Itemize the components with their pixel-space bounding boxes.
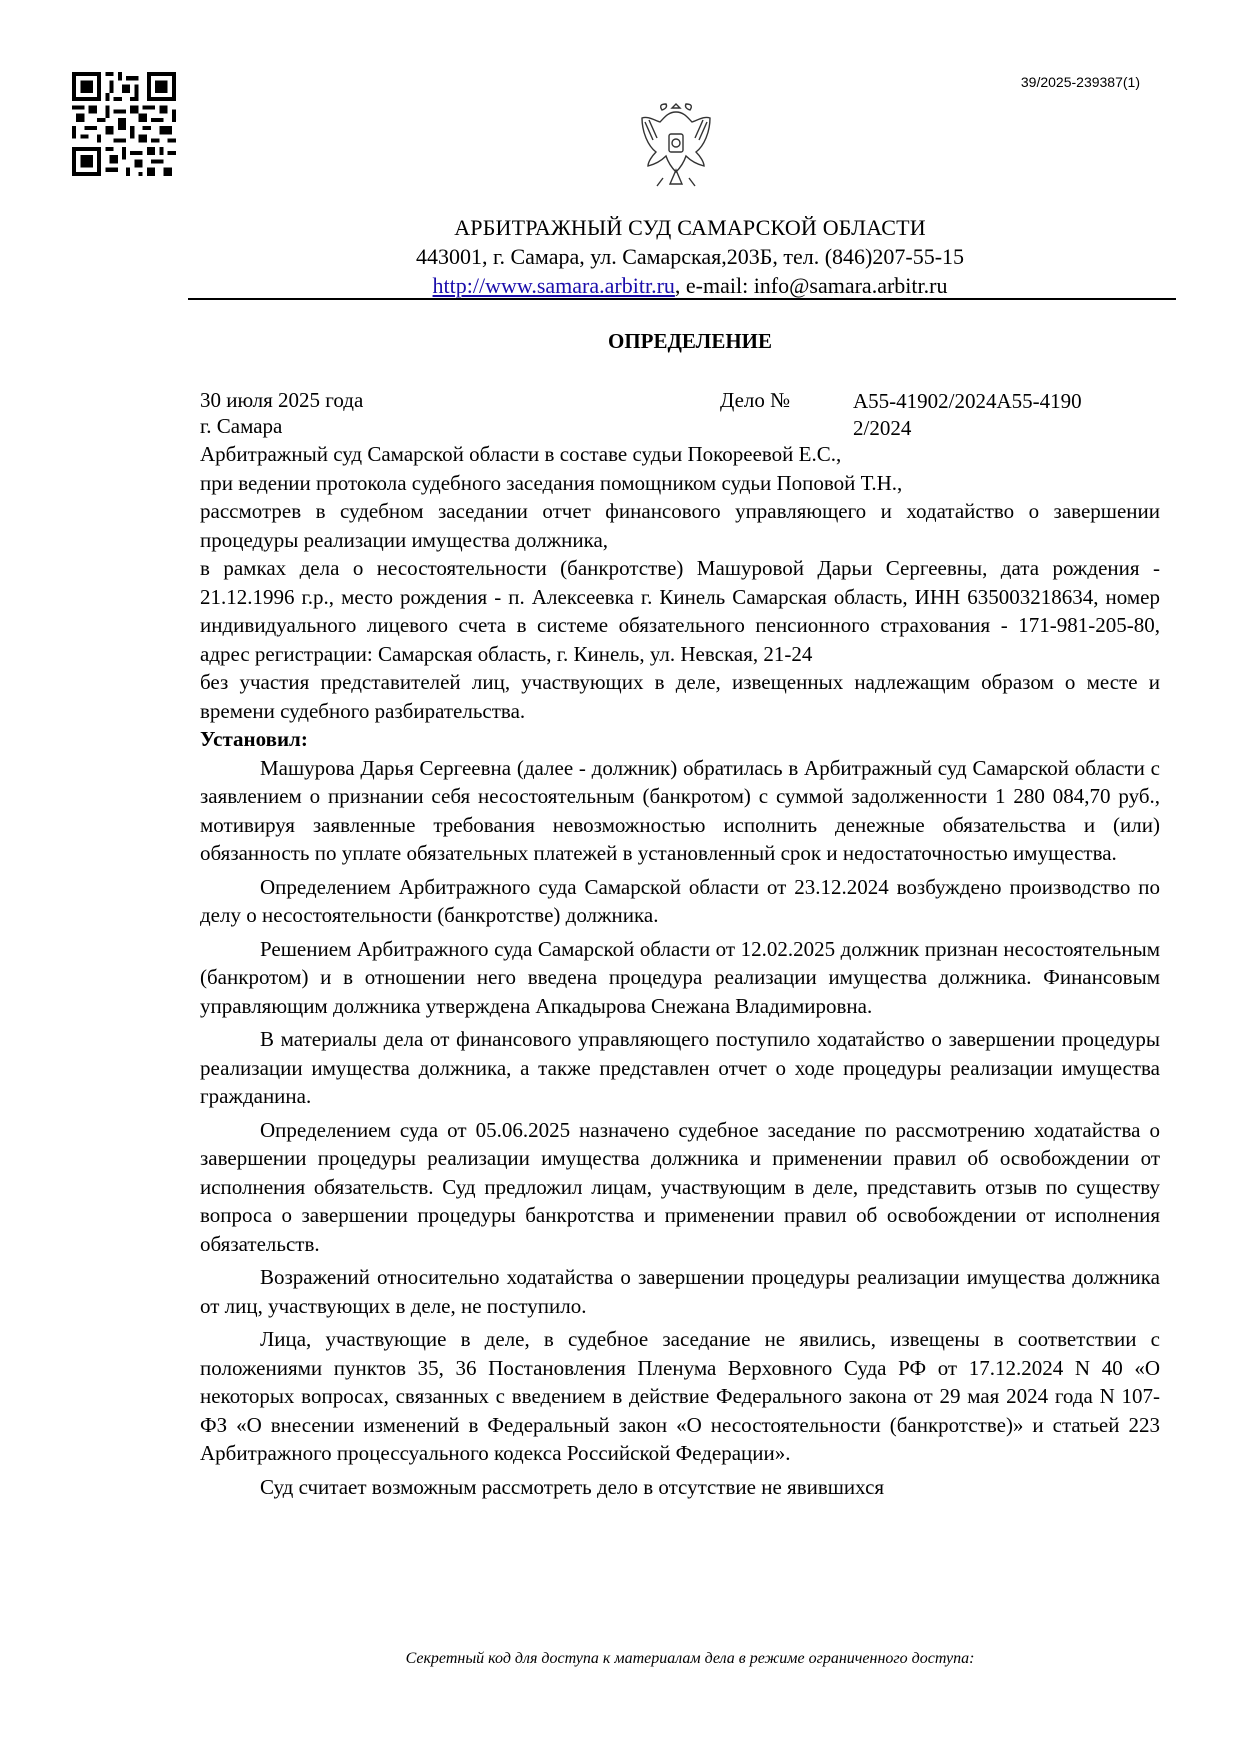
- body-paragraph: Суд считает возможным рассмотреть дело в отсутствие не явившихся: [260, 1474, 885, 1499]
- header-divider: [188, 298, 1176, 300]
- coat-of-arms-emblem: [635, 98, 717, 192]
- court-name: АРБИТРАЖНЫЙ СУД САМАРСКОЙ ОБЛАСТИ: [454, 215, 926, 240]
- court-email: , e-mail: info@samara.arbitr.ru: [674, 273, 948, 298]
- court-website-link[interactable]: http://www.samara.arbitr.ru: [432, 273, 675, 298]
- body-paragraph: Определением Арбитражного суда Самарской области от 23.12.2024 возбуждено производство по делу о несостоятельности (банкротстве) должника.: [200, 874, 1160, 927]
- body-paragraph: Возражений относительно ходатайства о завершении процедуры реализации имущества должника от лиц, участвующих в деле, не поступило.: [200, 1265, 1160, 1318]
- court-contacts: [200, 273, 1180, 299]
- established-heading: Установил:: [200, 727, 308, 751]
- ruling-city: г. Самара: [200, 414, 283, 438]
- ruling-date: 30 июля 2025 года: [200, 388, 364, 412]
- intro-paragraph: без участия представителей лиц, участвующих в деле, извещенных надлежащим образом о месте и времени судебного разбирательства.: [200, 670, 1160, 723]
- intro-paragraph: в рамках дела о несостоятельности (банкротстве) Машуровой Дарьи Сергеевны, дата рождения - 21.12.1996 г.р., место рождения - п. Алексеевка г. Кинель Самарская область, ИНН 635003218634, номер индивидуального лицевого счета в системе обязательного пенсионного страхования - 171-981-205-80, адрес регистрации: Самарская область, г. Кинель, ул. Невская, 21-24: [200, 556, 1160, 666]
- body-paragraph: Решением Арбитражного суда Самарской области от 12.02.2025 должник признан несостоятельным (банкротом) и в отношении него введена процедура реализации имущества должника. Финансовым управляющим должника утверждена Апкадырова Снежана Владимировна.: [200, 936, 1160, 1018]
- qr-code: [72, 72, 176, 176]
- body-paragraph: Определением суда от 05.06.2025 назначено судебное заседание по рассмотрению ходатайства о завершении процедуры реализации имущества должника и применении правил об освобождении от исполнения обязательств. Суд предложил лицам, участвующим в деле, представить отзыв по существу вопроса о завершении процедуры банкротства и применении правил об освобождении от исполнения обязательств.: [200, 1117, 1160, 1256]
- body-paragraph: Машурова Дарья Сергеевна (далее - должник) обратилась в Арбитражный суд Самарской области с заявлением о признании себя несостоятельным (банкротом) с суммой задолженности 1 280 084,70 руб., мотивируя заявленные требования невозможностью исполнить денежные обязательства и (или) обязанность по уплате обязательных платежей в установленный срок и недостаточностью имущества.: [200, 755, 1160, 865]
- document-title: ОПРЕДЕЛЕНИЕ: [607, 329, 772, 353]
- intro-paragraph: рассмотрев в судебном заседании отчет финансового управляющего и ходатайство о завершении процедуры реализации имущества должника,: [200, 499, 1160, 552]
- ruling-body: [200, 440, 1160, 1501]
- document-id: 39/2025-239387(1): [1020, 74, 1140, 90]
- intro-paragraph: при ведении протокола судебного заседания помощником судьи Поповой Т.Н.,: [200, 470, 903, 495]
- body-paragraph: Лица, участвующие в деле, в судебное заседание не явились, извещены в соответствии с положениями пунктов 35, 36 Постановления Пленума Верховного Суда РФ от 17.12.2024 N 40 «О некоторых вопросах, связанных с введением в действие Федерального закона от 29 мая 2024 года N 107-ФЗ «О внесении изменений в Федеральный закон «О несостоятельности (банкротстве)» и статьей 223 Арбитражного процессуального кодекса Российской Федерации».: [200, 1327, 1160, 1465]
- intro-paragraph: Арбитражный суд Самарской области в составе судьи Покореевой Е.С.,: [200, 442, 842, 466]
- footer-access-code-note: Секретный код для доступа к материалам дела в режиме ограниченного доступа:: [405, 1650, 975, 1667]
- court-address: 443001, г. Самара, ул. Самарская,203Б, тел. (846)207-55-15: [415, 244, 965, 269]
- body-paragraph: В материалы дела от финансового управляющего поступило ходатайство о завершении процедуры реализации имущества должника, а также представлен отчет о ходе процедуры реализации имущества гражданина.: [200, 1027, 1160, 1108]
- case-label: Дело №: [720, 388, 791, 412]
- case-number: А55-41902/2024А55-41902/2024: [853, 389, 1082, 440]
